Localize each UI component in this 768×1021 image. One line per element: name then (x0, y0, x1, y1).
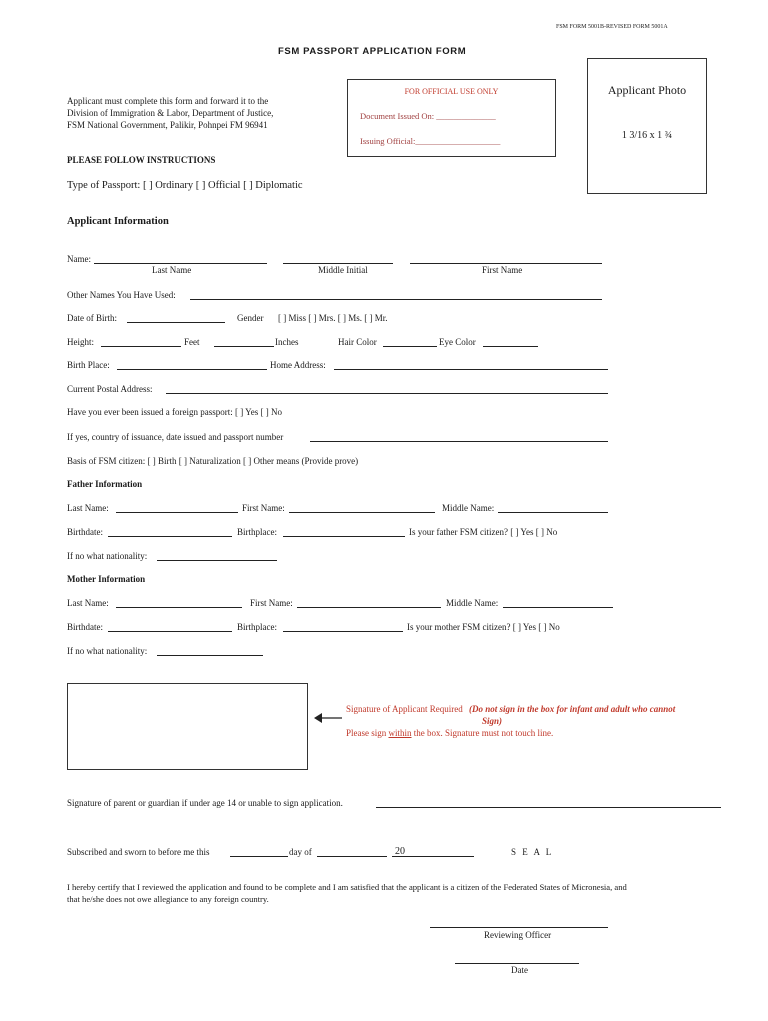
sworn-year-prefix: 20 (395, 846, 405, 857)
postal-address-input[interactable] (166, 384, 608, 394)
father-birthplace-input[interactable] (283, 527, 405, 537)
father-birthdate-input[interactable] (108, 527, 232, 537)
name-label: Name: (67, 254, 91, 264)
official-use-box (347, 79, 556, 157)
photo-title: Applicant Photo (607, 83, 687, 97)
mother-middle-name-input[interactable] (503, 598, 613, 608)
official-use-title: FOR OFFICIAL USE ONLY (404, 87, 499, 96)
last-name-input[interactable] (94, 254, 267, 264)
review-date-label: Date (511, 965, 528, 975)
sworn-month-input[interactable] (317, 847, 387, 857)
basis-citizen-options[interactable]: Basis of FSM citizen: [ ] Birth [ ] Naturalization [ ] Other means (Provide prove) (67, 456, 359, 466)
height-inches-input[interactable] (214, 337, 274, 347)
father-middle-name-input[interactable] (498, 503, 608, 513)
document-issued-field[interactable]: Document Issued On: ______________ (360, 111, 496, 121)
seal-label: S E A L (511, 847, 554, 857)
father-nationality-label: If no what nationality: (67, 551, 148, 561)
gender-options[interactable]: [ ] Miss [ ] Mrs. [ ] Ms. [ ] Mr. (278, 313, 388, 323)
sworn-year-input[interactable] (392, 847, 474, 857)
father-first-name-label: First Name: (242, 503, 285, 513)
applicant-signature-box[interactable] (67, 683, 308, 770)
guardian-signature-input[interactable] (376, 798, 721, 808)
mother-citizen-question[interactable]: Is your mother FSM citizen? [ ] Yes [ ] No (407, 622, 560, 632)
other-names-label: Other Names You Have Used: (67, 290, 176, 300)
birth-place-label: Birth Place: (67, 360, 110, 370)
please-sign-suffix: the box. Signature must not touch line. (411, 728, 554, 738)
sworn-day-input[interactable] (230, 847, 288, 857)
issuing-official-field[interactable]: Issuing Official:____________________ (360, 136, 501, 146)
applicant-info-heading: Applicant Information (67, 216, 169, 227)
foreign-passport-details-input[interactable] (310, 432, 608, 442)
gender-label: Gender (237, 313, 264, 323)
dob-input[interactable] (127, 313, 225, 323)
first-name-caption: First Name (482, 265, 523, 275)
passport-type-options[interactable]: Type of Passport: [ ] Ordinary [ ] Official [ ] Diplomatic (67, 180, 303, 191)
sworn-label: Subscribed and sworn to before me this (67, 847, 210, 857)
day-of-label: day of (289, 847, 312, 857)
if-yes-label: If yes, country of issuance, date issued and passport number (67, 432, 284, 442)
certify-line-2: that he/she does not owe allegiance to any foreign country. (67, 894, 269, 904)
signature-note-continued: Sign) (482, 716, 503, 726)
photo-size: 1 3/16 x 1 ¾ (621, 130, 673, 141)
signature-required-text: Signature of Applicant Required (346, 704, 463, 714)
eye-color-label: Eye Color (439, 337, 476, 347)
mother-birthplace-input[interactable] (283, 622, 403, 632)
applicant-photo-box[interactable] (587, 58, 707, 194)
father-birthplace-label: Birthplace: (237, 527, 277, 537)
mother-last-name-label: Last Name: (67, 598, 109, 608)
hair-color-label: Hair Color (338, 337, 377, 347)
instruction-line-1: Applicant must complete this form and forward it to the (67, 96, 269, 106)
please-sign-within: within (388, 728, 412, 738)
guardian-signature-label: Signature of parent or guardian if under age 14 or unable to sign application. (67, 798, 343, 808)
follow-instructions: PLEASE FOLLOW INSTRUCTIONS (67, 155, 216, 165)
father-birthdate-label: Birthdate: (67, 527, 103, 537)
other-names-input[interactable] (190, 290, 602, 300)
signature-required-line (346, 704, 675, 714)
instruction-line-2: Division of Immigration & Labor, Department of Justice, (67, 108, 274, 118)
signature-note-text: (Do not sign in the box for infant and adult who cannot (468, 704, 676, 714)
first-name-input[interactable] (410, 254, 602, 264)
instruction-line-3: FSM National Government, Palikir, Pohnpei FM 96941 (67, 120, 268, 130)
middle-initial-input[interactable] (283, 254, 393, 264)
reviewing-officer-label: Reviewing Officer (484, 930, 552, 940)
postal-address-label: Current Postal Address: (67, 384, 153, 394)
arrow-left-icon (314, 711, 344, 725)
father-info-heading: Father Information (67, 479, 143, 489)
home-address-input[interactable] (334, 360, 608, 370)
mother-first-name-label: First Name: (250, 598, 293, 608)
mother-nationality-input[interactable] (157, 646, 263, 656)
please-sign-line (346, 728, 553, 738)
height-feet-input[interactable] (101, 337, 181, 347)
mother-birthdate-label: Birthdate: (67, 622, 103, 632)
form-number: FSM FORM 5001B-REVISED FORM 5001A (556, 24, 668, 30)
mother-birthdate-input[interactable] (108, 622, 232, 632)
father-last-name-label: Last Name: (67, 503, 109, 513)
height-label: Height: (67, 337, 94, 347)
mother-last-name-input[interactable] (116, 598, 242, 608)
review-date-input[interactable] (455, 954, 579, 964)
father-middle-name-label: Middle Name: (442, 503, 495, 513)
certify-line-1: I hereby certify that I reviewed the application and found to be complete and I am satisfied that the applicant is a citizen of the Federated States of Micronesia, and (67, 882, 627, 892)
mother-birthplace-label: Birthplace: (237, 622, 277, 632)
reviewing-officer-signature-input[interactable] (430, 918, 608, 928)
birth-place-input[interactable] (117, 360, 267, 370)
hair-color-input[interactable] (383, 337, 437, 347)
page-title: FSM PASSPORT APPLICATION FORM (278, 46, 467, 57)
mother-first-name-input[interactable] (297, 598, 441, 608)
father-nationality-input[interactable] (157, 551, 277, 561)
father-citizen-question[interactable]: Is your father FSM citizen? [ ] Yes [ ] No (409, 527, 558, 537)
eye-color-input[interactable] (483, 337, 538, 347)
inches-label: Inches (275, 337, 299, 347)
home-address-label: Home Address: (270, 360, 326, 370)
dob-label: Date of Birth: (67, 313, 117, 323)
mother-nationality-label: If no what nationality: (67, 646, 148, 656)
father-last-name-input[interactable] (116, 503, 238, 513)
please-sign-prefix: Please sign (346, 728, 389, 738)
middle-initial-caption: Middle Initial (318, 265, 368, 275)
mother-info-heading: Mother Information (67, 574, 146, 584)
foreign-passport-question[interactable]: Have you ever been issued a foreign passport: [ ] Yes [ ] No (67, 407, 282, 417)
mother-middle-name-label: Middle Name: (446, 598, 499, 608)
feet-label: Feet (184, 337, 200, 347)
father-first-name-input[interactable] (289, 503, 435, 513)
last-name-caption: Last Name (152, 265, 192, 275)
